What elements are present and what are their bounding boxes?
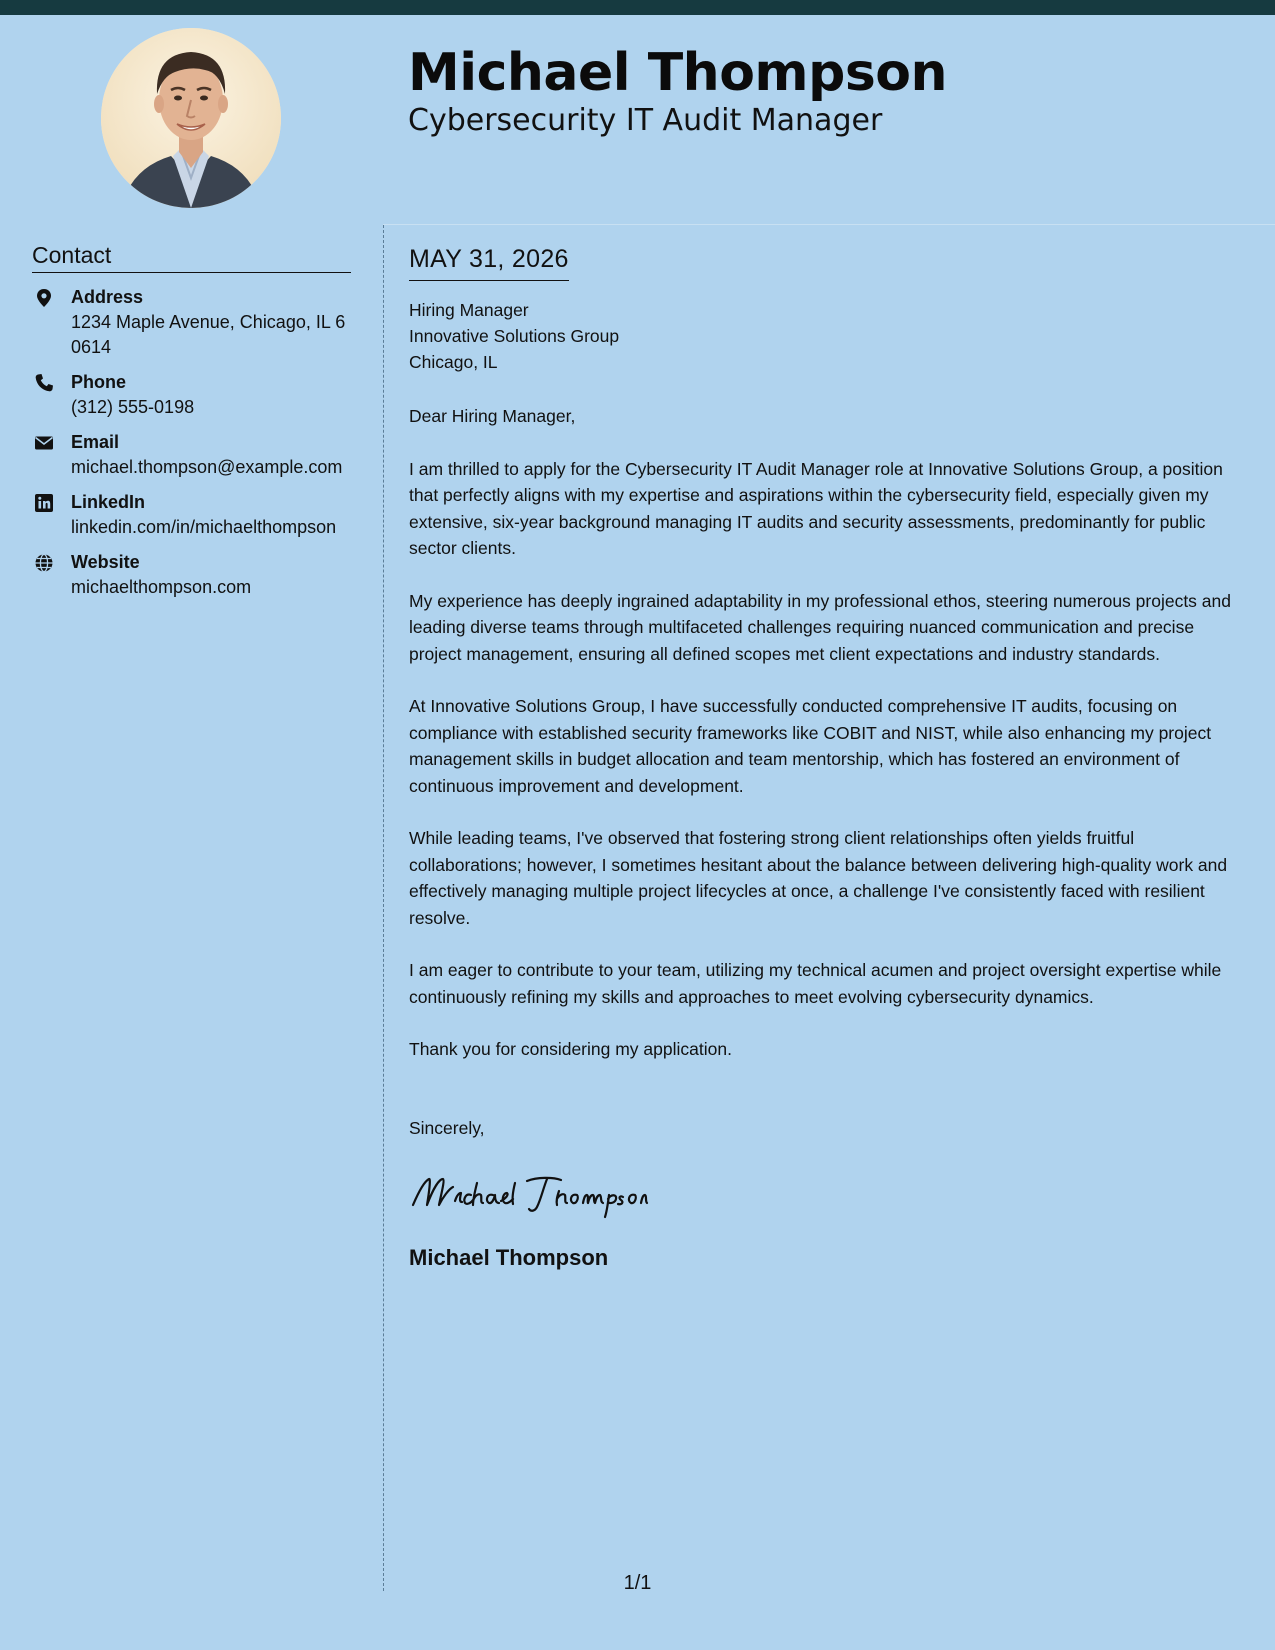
contact-item-website (32, 550, 351, 600)
contact-label: Phone (71, 372, 127, 392)
letter-paragraph: Thank you for considering my application. (409, 1039, 732, 1059)
phone-value: (312) 555-0198 (71, 397, 195, 417)
globe-icon (34, 553, 54, 573)
candidate-name: Michael Thompson (408, 43, 948, 103)
letter-paragraph: While leading teams, I've observed that fostering strong client relationships often yields fruitful collaborations; however, I sometimes hesitant about the balance between delivering high-quality work and effectively managing multiple project lifecycles at once, a challenge I've consistently faced with resilient resolve. (409, 828, 1228, 928)
contact-label[interactable]: Website (71, 552, 140, 572)
linkedin-icon (34, 493, 54, 513)
signed-name: Michael Thompson (409, 1245, 609, 1270)
letter-paragraph: I am eager to contribute to your team, utilizing my technical acumen and project oversight expertise while continuously refining my skills and approaches to meet evolving cybersecurity dynamics. (409, 960, 1222, 1007)
linkedin-value[interactable]: linkedin.com/in/michaelthompson (71, 517, 337, 537)
header-divider (383, 224, 1275, 225)
contact-label: Address (71, 287, 144, 307)
letter-date: MAY 31, 2026 (409, 242, 569, 281)
contact-item-linkedin (32, 490, 351, 540)
phone-icon (34, 373, 54, 393)
profile-photo (101, 28, 281, 208)
address-value: 1234 Maple Avenue, Chicago, IL 60614 (71, 312, 346, 357)
website-value[interactable]: michaelthompson.com (71, 577, 252, 597)
handwritten-signature (409, 1171, 1249, 1221)
page-number: 1/1 (623, 1572, 652, 1594)
recipient-line: Innovative Solutions Group (409, 326, 620, 346)
contact-heading: Contact (32, 240, 351, 273)
contact-label[interactable]: Email (71, 432, 120, 452)
top-accent-bar (0, 0, 1275, 15)
job-title: Cybersecurity IT Audit Manager (408, 103, 883, 138)
letter-paragraph: My experience has deeply ingrained adaptability in my professional ethos, steering numerous projects and leading diverse teams through multifaceted challenges requiring nuanced communication and precise project management, ensuring all defined scopes met client expectations and industry standards. (409, 590, 1231, 664)
cover-letter (409, 242, 1249, 1273)
letter-paragraph: I am thrilled to apply for the Cybersecurity IT Audit Manager role at Innovative Solutions Group, a position that perfectly aligns with my expertise and aspirations within the cybersecurity field, especially given my extensive, six-year background managing IT audits and security assessments, predominantly for public sector clients. (409, 458, 1223, 558)
email-value[interactable]: michael.thompson@example.com (71, 457, 343, 477)
contact-item-email (32, 430, 351, 480)
recipient-line: Hiring Manager (409, 300, 529, 320)
recipient-block (409, 297, 1249, 375)
salutation: Dear Hiring Manager, (409, 406, 576, 426)
letter-paragraph: At Innovative Solutions Group, I have successfully conducted comprehensive IT audits, focusing on compliance with established security frameworks like COBIT and NIST, while also enhancing my project management skills in budget allocation and team mentorship, which has fostered an environment of continuous improvement and development. (409, 696, 1212, 796)
closing: Sincerely, (409, 1117, 485, 1138)
envelope-icon (34, 433, 54, 453)
column-divider (383, 225, 384, 1591)
contact-item-address (32, 285, 351, 360)
recipient-line: Chicago, IL (409, 352, 498, 372)
contact-item-phone (32, 370, 351, 420)
contact-sidebar (32, 240, 351, 610)
contact-label[interactable]: LinkedIn (71, 492, 146, 512)
map-pin-icon (34, 288, 54, 308)
